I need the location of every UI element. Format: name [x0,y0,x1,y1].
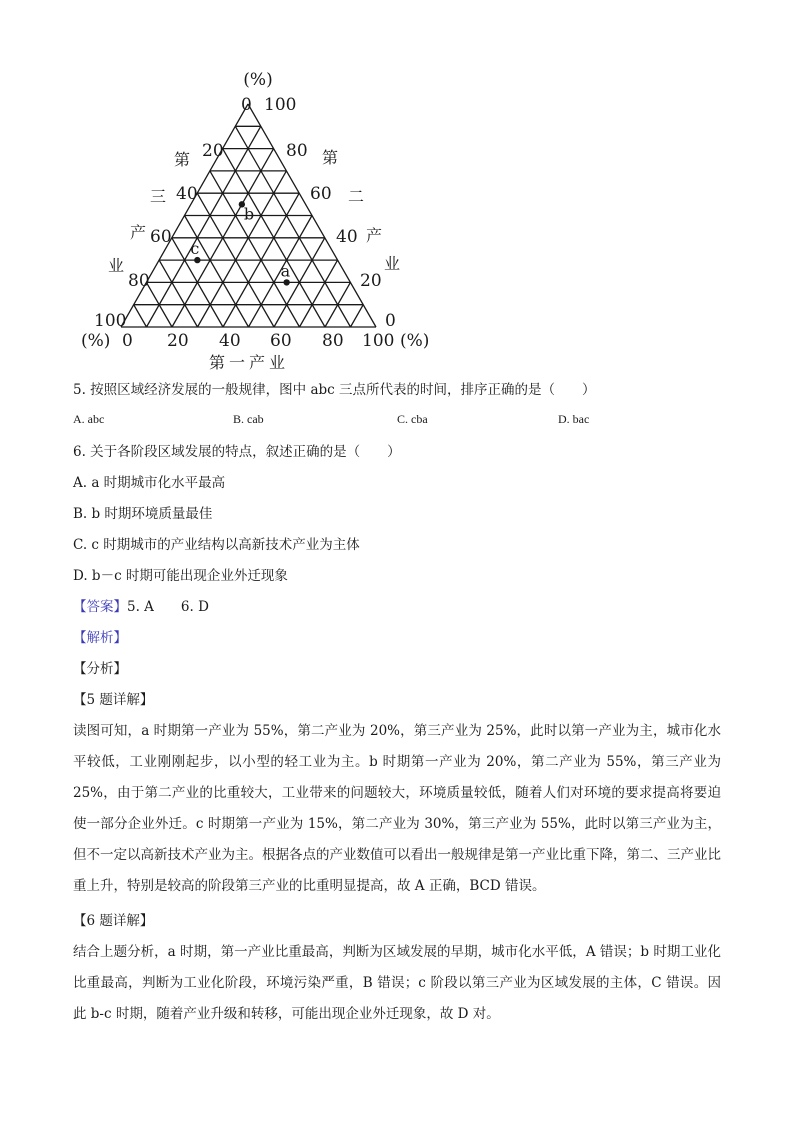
q6-option-d[interactable]: D. b－c 时期可能出现企业外迁现象 [73,568,288,584]
bottom-tick-100: 100 [362,331,395,351]
left-tick-20: 20 [202,141,224,161]
bottom-tick-60: 60 [270,331,292,351]
bottom-tick-40: 40 [219,331,241,351]
bottom-tick-20: 20 [167,331,189,351]
q6-option-c[interactable]: C. c 时期城市的产业结构以高新技术产业为主体 [73,537,360,553]
axis-right-char-3: 产 [366,226,383,245]
left-tick-100: 100 [94,311,127,331]
point-label-c: c [190,239,200,259]
left-tick-80: 80 [128,271,150,291]
left-tick-40: 40 [176,184,198,204]
q5-detail-text: 读图可知，a 时期第一产业为 55%，第二产业为 20%，第三产业为 25%，此时以第一产业为主，城市化水平较低，工业刚刚起步，以小型的轻工业为主。b 时期第一产业为 20%，第二产业为 55%，第三产业为 25%，由于第二产业的比重较大，工业带来的问题较大，环境质量较低，随着人们对环境的要求提高将要迫使一部分企业外迁。c 时期第一产业为 15%，第二产业为 30%，第三产业为 55%，此时以第三产业为主，但不一定以高新技术产业为主。根据各点的产业数值可以看出一般规律是第一产业比重下降，第二、三产业比重上升，特别是较高的阶段第三产业的比重明显提高，故 A 正确，BCD 错误。 [73,723,721,894]
analysis-label: 【解析】 [73,630,127,646]
answer-label: 【答案】 [73,599,127,615]
left-tick-0: 0 [241,95,252,115]
answer-text: 5. A 6. D [127,599,209,615]
axis-right-char-1: 第 [322,148,339,167]
unit-top: (%) [243,70,273,90]
right-tick-40: 40 [336,227,358,247]
grid-line [134,305,147,327]
q5-detail-label: 【5 题详解】 [73,692,154,708]
bottom-tick-80: 80 [322,331,344,351]
grid-line [185,216,249,328]
bottom-tick-0: 0 [122,331,133,351]
q6-detail-text: 结合上题分析，a 时期，第一产业比重最高，判断为区域发展的早期，城市化水平低，A 错误；b 时期工业化比重最高，判断为工业化阶段，环境污染严重，B 错误；c 阶段以第三产业为区域发展的主体，C 错误。因此 b-c 时期，随着产业升级和转移，可能出现企业外迁现象，故 D 对。 [73,944,721,1022]
answer-line [73,597,209,617]
axis-left-char-1: 第 [174,150,191,169]
point-label-a: a [280,261,291,281]
right-tick-0: 0 [385,311,396,331]
axis-left-char-2: 三 [150,187,167,206]
ternary-diagram [78,62,458,374]
right-tick-60: 60 [310,184,332,204]
axis-left-char-3: 产 [130,223,147,242]
unit-left: (%) [81,331,111,351]
q6-detail-label: 【6 题详解】 [73,913,154,929]
q5-option-c[interactable]: C. cba [397,412,428,426]
axis-right-char-4: 业 [384,254,401,273]
unit-right: (%) [400,331,430,351]
grid-line [351,305,364,327]
point-label-b: b [243,204,255,224]
axis-left-char-4: 业 [108,256,125,275]
q6-option-a[interactable]: A. a 时期城市化水平最高 [73,475,226,491]
q6-stem: 6. 关于各阶段区域发展的特点，叙述正确的是（ ） [73,444,401,460]
right-tick-80: 80 [286,141,308,161]
q5-option-d[interactable]: D. bac [558,412,590,426]
grid-line [210,171,300,327]
grid-line [198,171,287,327]
q5-option-a[interactable]: A. abc [73,412,105,426]
right-tick-0: 100 [264,95,297,115]
fenxi-label: 【分析】 [73,661,127,677]
left-tick-60: 60 [150,227,172,247]
q6-option-b[interactable]: B. b 时期环境质量最佳 [73,506,213,522]
axis-right-char-2: 二 [348,187,365,206]
right-tick-20: 20 [360,271,382,291]
axis-bottom-title: 第一产业 [208,353,290,372]
q5-stem: 5. 按照区域经济发展的一般规律，图中 abc 三点所代表的时间，排序正确的是（ ） [73,382,596,398]
q5-option-b[interactable]: B. cab [233,412,264,426]
